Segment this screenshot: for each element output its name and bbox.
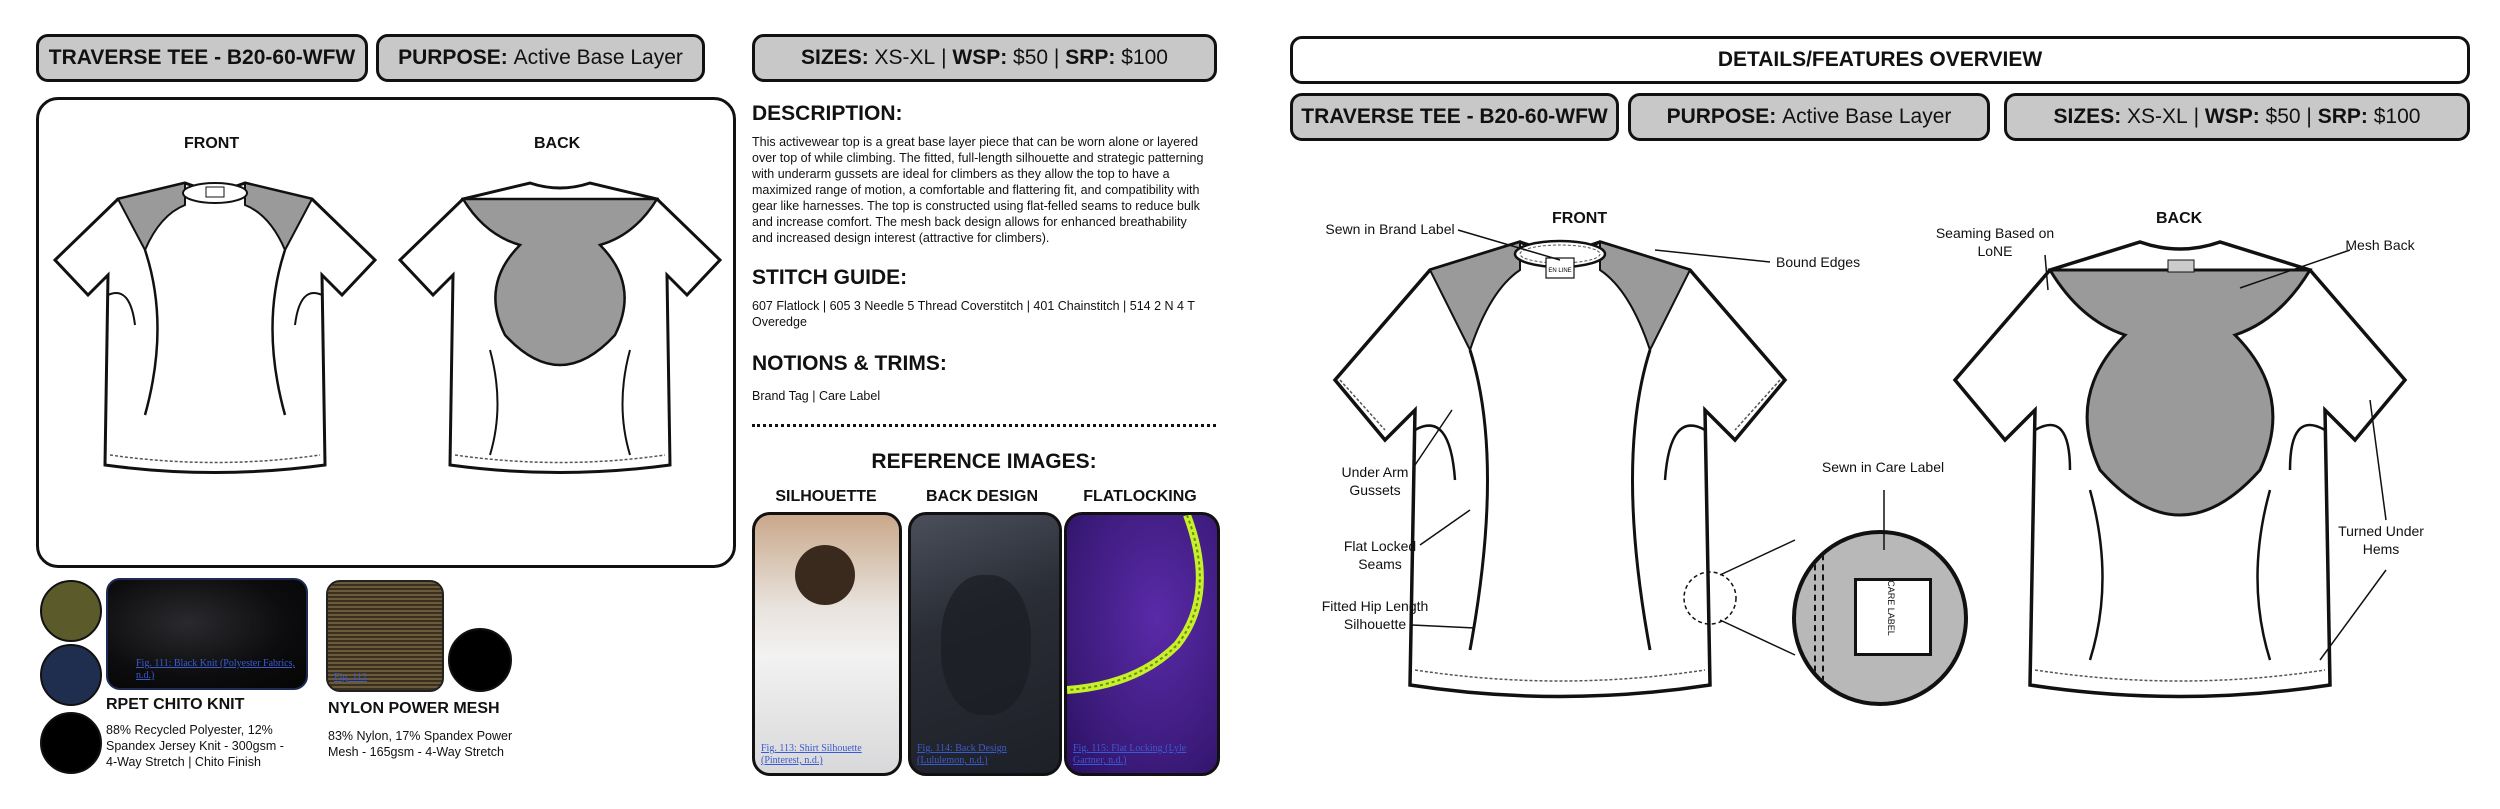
front-brand-tag-text: EN LINE: [1548, 268, 1572, 274]
right-purpose-key: PURPOSE:: [1666, 105, 1777, 128]
right-back-label: BACK: [2156, 210, 2203, 227]
notions-heading: NOTIONS & TRIMS:: [752, 352, 947, 375]
stitch-text: 607 Flatlock | 605 3 Needle 5 Thread Coverstitch | 401 Chainstitch | 514 2 N 4 T Overedge: [752, 299, 1195, 329]
mesh-description: 83% Nylon, 17% Spandex Power Mesh - 165gsm - 4-Way Stretch: [328, 729, 513, 759]
callout-brand-label: Sewn in Brand Label: [1325, 221, 1455, 237]
callout-seaming: Seaming Based on LoNE: [1935, 225, 2055, 259]
sizes-value: XS-XL: [874, 46, 936, 69]
ref-caption-back-design: Fig. 114: Back Design (Lululemon, n.d.): [917, 743, 1007, 766]
wsp-key: WSP:: [952, 46, 1008, 69]
overview-title-text: DETAILS/FEATURES OVERVIEW: [1717, 48, 2043, 71]
right-style-text: TRAVERSE TEE - B20-60-WFW: [1301, 105, 1608, 128]
srp-key: SRP:: [1065, 46, 1116, 69]
ref-title-silhouette: SILHOUETTE: [775, 488, 877, 505]
right-sizes-key: SIZES:: [2053, 105, 2122, 128]
callout-flat-locked: Flat Locked Seams: [1343, 538, 1417, 572]
description-heading: DESCRIPTION:: [752, 102, 903, 125]
ref-title-flatlocking: FLATLOCKING: [1083, 488, 1197, 505]
right-sizes-pill: SIZES: XS-XL | WSP: $50 | SRP: $100: [2004, 93, 2470, 141]
callout-turned-under: Turned Under Hems: [2338, 523, 2424, 557]
callout-hip-length: Fitted Hip Length Silhouette: [1321, 598, 1429, 632]
callout-care-label: Sewn in Care Label: [1821, 459, 1945, 475]
knit-description: 88% Recycled Polyester, 12% Spandex Jersey Knit - 300gsm - 4-Way Stretch | Chito Finish: [106, 723, 284, 769]
mesh-caption: Fig. 112: [334, 672, 367, 683]
purpose-key: PURPOSE:: [398, 46, 508, 69]
right-sizes-value: XS-XL: [2127, 105, 2188, 128]
knit-caption: Fig. 111: Black Knit (Polyester Fabrics, n.d.): [136, 658, 295, 681]
right-wsp-key: WSP:: [2204, 105, 2260, 128]
ref-caption-silhouette: Fig. 113: Shirt Silhouette (Pinterest, n.d.): [761, 743, 862, 766]
ref-title-back-design: BACK DESIGN: [925, 488, 1038, 505]
callout-under-arm: Under Arm Gussets: [1341, 464, 1409, 498]
sizes-key: SIZES:: [801, 46, 869, 69]
mesh-name: NYLON POWER MESH: [328, 700, 500, 717]
srp-value: $100: [1121, 46, 1168, 69]
right-purpose-value: Active Base Layer: [1782, 105, 1952, 128]
notions-text: Brand Tag | Care Label: [752, 389, 881, 403]
ref-caption-flatlocking: Fig. 115: Flat Locking (Lyle Gartner, n.d.): [1073, 743, 1187, 766]
right-srp-key: SRP:: [2317, 105, 2368, 128]
wsp-value: $50: [1013, 46, 1049, 69]
knit-name: RPET CHITO KNIT: [106, 696, 245, 713]
care-tag-text: CARE LABEL: [1885, 580, 1896, 636]
callout-bound-edges: Bound Edges: [1776, 254, 1861, 270]
back-label: BACK: [534, 135, 581, 152]
right-srp-value: $100: [2373, 105, 2421, 128]
sizes-pill: SIZES: XS-XL | WSP: $50 | SRP: $100: [752, 34, 1217, 82]
purpose-value: Active Base Layer: [513, 46, 683, 69]
right-front-label: FRONT: [1552, 210, 1608, 227]
right-wsp-value: $50: [2265, 105, 2301, 128]
reference-heading: REFERENCE IMAGES:: [871, 450, 1097, 473]
description-text: This activewear top is a great base layer piece that can be worn alone or layered over top of while climbing. The fitted, full-length silhouette and strategic patterning with underarm gussets are ideal for climbers as they allow the top to have a maximized range of motion, a comfortable and flattering fit, and compatibility with gear like harnesses. The top is constructed using flat-felled seams to reduce bulk and increase comfort. The mesh back design allows for enhanced breathability and increased design interest (attractive for climbers).: [752, 135, 1204, 245]
stitch-heading: STITCH GUIDE:: [752, 266, 908, 289]
style-text: TRAVERSE TEE - B20-60-WFW: [48, 46, 356, 69]
front-label: FRONT: [184, 135, 240, 152]
callout-mesh-back: Mesh Back: [2345, 237, 2415, 253]
